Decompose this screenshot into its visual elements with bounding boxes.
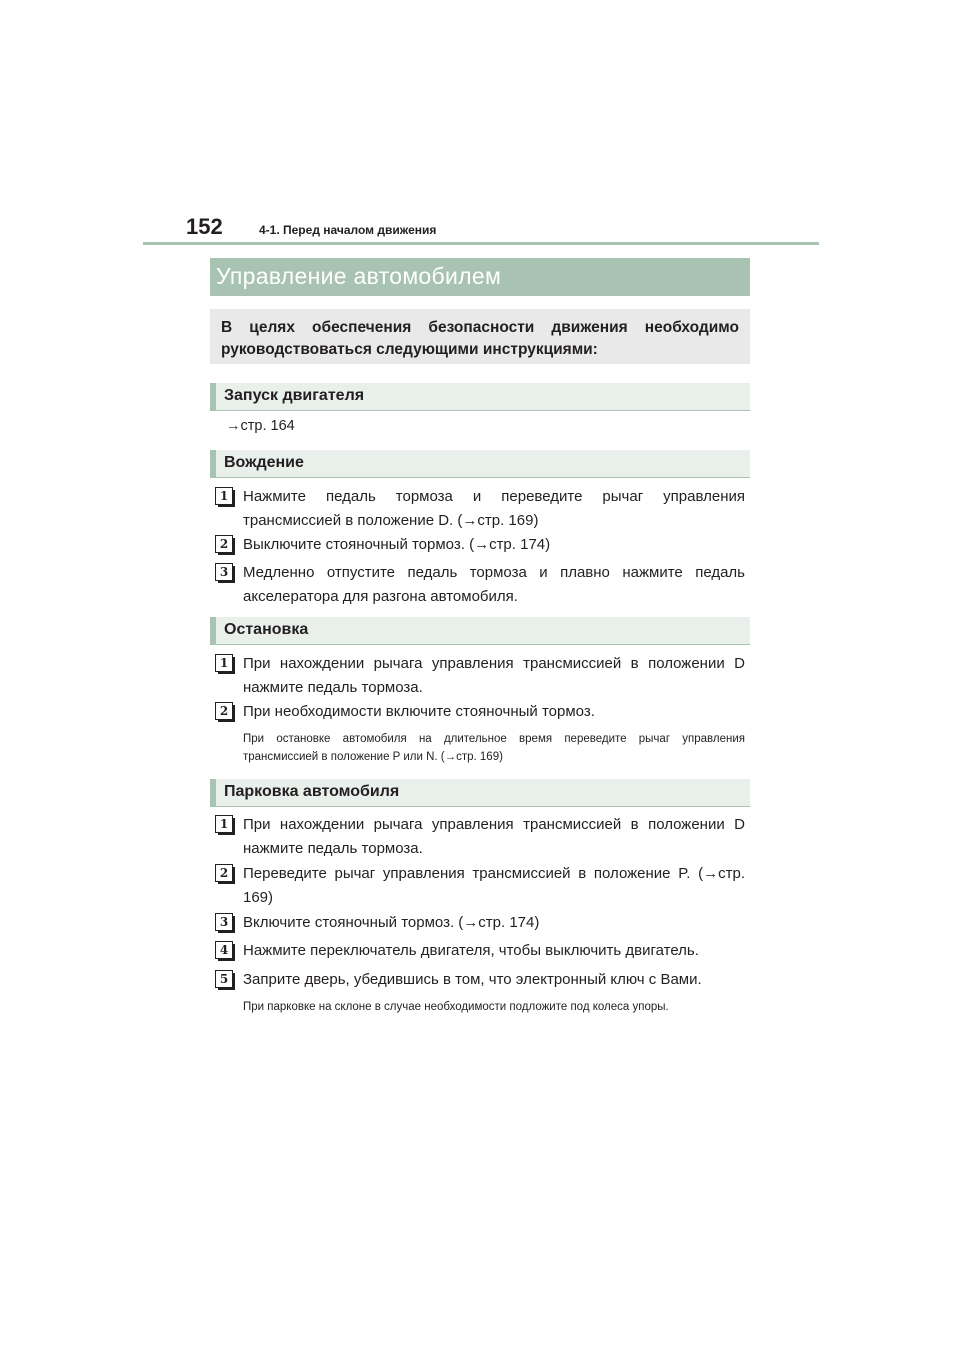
section-heading-label: Вождение	[224, 454, 304, 471]
section-heading-driving	[210, 450, 750, 478]
step-text: Медленно отпустите педаль тормоза и плавно нажмите педаль акселератора для разгона автомобиля.	[243, 564, 745, 605]
step-text: Нажмите педаль тормоза и переведите рычаг управления трансмиссией в положение D. (→стр. 169)	[243, 488, 745, 529]
page-title: Управление автомобилем	[216, 263, 502, 289]
step-number: 1	[215, 815, 233, 833]
stopping-note: При остановке автомобиля на длительное время переведите рычаг управления трансмиссией в положение P или N. (→стр. 169)	[243, 733, 745, 763]
section-heading-stopping	[210, 617, 750, 645]
step-text: Заприте дверь, убедившись в том, что электронный ключ с Вами.	[243, 971, 702, 988]
step-number: 5	[215, 970, 233, 988]
header-rule	[143, 242, 819, 245]
section-heading-parking	[210, 779, 750, 807]
page-number: 152	[186, 214, 223, 239]
step-number: 2	[215, 864, 233, 882]
step-text: При нахождении рычага управления трансмиссией в положении D нажмите педаль тормоза.	[243, 655, 745, 696]
step-number: 1	[215, 487, 233, 505]
step-text: Нажмите переключатель двигателя, чтобы выключить двигатель.	[243, 942, 699, 959]
step-text: Переведите рычаг управления трансмиссией в положение P. (→стр. 169)	[243, 865, 745, 906]
section-heading-label: Запуск двигателя	[224, 387, 365, 404]
intro-text	[221, 317, 739, 361]
step-number: 1	[215, 654, 233, 672]
step-text: При необходимости включите стояночный тормоз.	[243, 703, 595, 720]
step-text: При нахождении рычага управления трансмиссией в положении D нажмите педаль тормоза.	[243, 816, 745, 857]
start-reference: →стр. 164	[226, 418, 295, 434]
intro-line-2: руководствоваться следующими инструкциями:	[221, 341, 598, 358]
section-heading-start	[210, 383, 750, 411]
step-number: 2	[215, 535, 233, 553]
step-number: 2	[215, 702, 233, 720]
section-heading-label: Остановка	[224, 621, 309, 638]
title-bar	[210, 258, 750, 296]
parking-note: При парковке на склоне в случае необходимости подложите под колеса упоры.	[243, 1001, 669, 1013]
step-text: Включите стояночный тормоз. (→стр. 174)	[243, 914, 540, 931]
step-text: Выключите стояночный тормоз. (→стр. 174)	[243, 536, 551, 553]
intro-line-1: В целях обеспечения безопасности движения необходимо	[221, 319, 739, 336]
step-number: 3	[215, 563, 233, 581]
intro-box	[210, 309, 750, 364]
step-number: 3	[215, 913, 233, 931]
running-head: 4-1. Перед началом движения	[259, 223, 437, 237]
section-heading-label: Парковка автомобиля	[224, 783, 400, 800]
step-number: 4	[215, 941, 233, 959]
